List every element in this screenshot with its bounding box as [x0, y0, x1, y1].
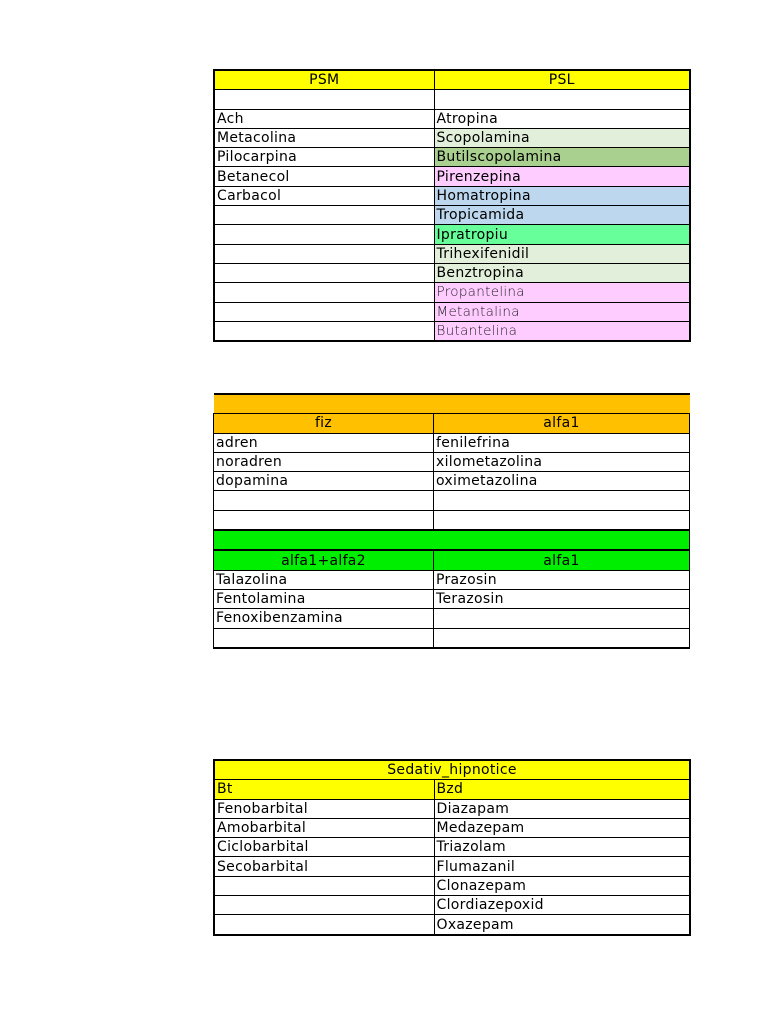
table-row [214, 628, 690, 648]
table-row [214, 244, 690, 263]
alfa-antagonists-title-cell[interactable] [214, 530, 690, 550]
cell-fiz[interactable]: dopamina [214, 472, 434, 491]
cell-psl[interactable] [434, 90, 690, 109]
psm-psl-table [213, 69, 691, 342]
header-alfa1[interactable]: alfa1 [434, 414, 690, 433]
cell-bzd[interactable]: Clordiazepoxid [434, 896, 690, 915]
cell-bzd[interactable]: Triazolam [434, 838, 690, 857]
table-row [214, 491, 690, 510]
cell-psl[interactable]: Propantelina [434, 283, 690, 302]
table-row [214, 128, 690, 147]
table-row [214, 109, 690, 128]
cell-psl[interactable]: Tropicamida [434, 206, 690, 225]
cell-psl[interactable]: Ipratropiu [434, 225, 690, 244]
table-row [214, 876, 690, 895]
cell-alfa1-alfa2[interactable]: Fentolamina [214, 589, 434, 608]
cell-alfa1[interactable] [434, 609, 690, 628]
sedativ-title-row [214, 760, 690, 780]
table-row [214, 472, 690, 491]
table-row [214, 321, 690, 341]
cell-alfa1-alfa2[interactable]: Fenoxibenzamina [214, 609, 434, 628]
alfa-antagonists-title-row [214, 530, 690, 550]
cell-bt[interactable]: Ciclobarbital [214, 838, 434, 857]
table-row [214, 510, 690, 530]
table-row [214, 433, 690, 452]
cell-psm[interactable]: Ach [214, 109, 434, 128]
cell-psl[interactable]: Atropina [434, 109, 690, 128]
table-row [214, 263, 690, 282]
cell-alfa1[interactable]: Prazosin [434, 570, 690, 589]
cell-bt[interactable]: Secobarbital [214, 857, 434, 876]
cell-bt[interactable] [214, 876, 434, 895]
header-bzd[interactable]: Bzd [434, 780, 690, 799]
cell-psl[interactable]: Homatropina [434, 186, 690, 205]
table-row [214, 570, 690, 589]
header-fiz[interactable]: fiz [214, 414, 434, 433]
cell-bt[interactable] [214, 896, 434, 915]
cell-psm[interactable] [214, 302, 434, 321]
alfa-agonists-title-cell[interactable] [214, 394, 690, 414]
table-row [214, 915, 690, 935]
sedativ-header-row [214, 780, 690, 799]
cell-fiz[interactable] [214, 510, 434, 530]
table-row [214, 225, 690, 244]
cell-bzd[interactable]: Clonazepam [434, 876, 690, 895]
cell-psm[interactable]: Betanecol [214, 167, 434, 186]
table-row [214, 206, 690, 225]
cell-bt[interactable] [214, 915, 434, 935]
cell-psm[interactable] [214, 263, 434, 282]
table-row [214, 857, 690, 876]
cell-psl[interactable]: Butilscopolamina [434, 148, 690, 167]
cell-bzd[interactable]: Oxazepam [434, 915, 690, 935]
cell-bzd[interactable]: Flumazanil [434, 857, 690, 876]
header-psl[interactable]: PSL [434, 70, 690, 90]
cell-alfa1[interactable] [434, 628, 690, 648]
sedativ-table [213, 759, 691, 936]
table-row [214, 452, 690, 471]
header-psm[interactable]: PSM [214, 70, 434, 90]
cell-alfa1[interactable]: oximetazolina [434, 472, 690, 491]
cell-psl[interactable]: Trihexifenidil [434, 244, 690, 263]
table-row [214, 283, 690, 302]
alfa-antagonists-header-row [214, 550, 690, 570]
cell-alfa1[interactable]: Terazosin [434, 589, 690, 608]
table-row [214, 148, 690, 167]
cell-alfa1[interactable] [434, 491, 690, 510]
cell-psl[interactable]: Butantelina [434, 321, 690, 341]
cell-psm[interactable] [214, 244, 434, 263]
cell-psm[interactable] [214, 225, 434, 244]
cell-bt[interactable]: Fenobarbital [214, 799, 434, 818]
cell-psl[interactable]: Pirenzepina [434, 167, 690, 186]
table-row [214, 589, 690, 608]
table-row [214, 186, 690, 205]
cell-alfa1[interactable]: fenilefrina [434, 433, 690, 452]
table-row [214, 90, 690, 109]
alfa-table [213, 393, 690, 649]
cell-psm[interactable]: Pilocarpina [214, 148, 434, 167]
cell-psm[interactable] [214, 206, 434, 225]
cell-fiz[interactable]: adren [214, 433, 434, 452]
table-row [214, 609, 690, 628]
table-row [214, 167, 690, 186]
header-alfa1-alfa2[interactable]: alfa1+alfa2 [214, 550, 434, 570]
table-row [214, 818, 690, 837]
cell-alfa1-alfa2[interactable] [214, 628, 434, 648]
cell-psl[interactable]: Benztropina [434, 263, 690, 282]
cell-psm[interactable] [214, 283, 434, 302]
psm-psl-header-row [214, 70, 690, 90]
cell-psm[interactable] [214, 321, 434, 341]
cell-psl[interactable]: Metantalina [434, 302, 690, 321]
cell-fiz[interactable]: noradren [214, 452, 434, 471]
cell-fiz[interactable] [214, 491, 434, 510]
cell-psm[interactable]: Carbacol [214, 186, 434, 205]
header-alfa1[interactable]: alfa1 [434, 550, 690, 570]
table-row [214, 799, 690, 818]
header-bt[interactable]: Bt [214, 780, 434, 799]
cell-psm[interactable]: Metacolina [214, 128, 434, 147]
sedativ-title[interactable]: Sedativ_hipnotice [214, 760, 690, 780]
cell-psl[interactable]: Scopolamina [434, 128, 690, 147]
table-row [214, 838, 690, 857]
cell-bt[interactable]: Amobarbital [214, 818, 434, 837]
cell-bzd[interactable]: Diazapam [434, 799, 690, 818]
cell-alfa1[interactable]: xilometazolina [434, 452, 690, 471]
cell-bzd[interactable]: Medazepam [434, 818, 690, 837]
table-row [214, 302, 690, 321]
cell-alfa1[interactable] [434, 510, 690, 530]
table-row [214, 896, 690, 915]
alfa-agonists-title-row [214, 394, 690, 414]
cell-alfa1-alfa2[interactable]: Talazolina [214, 570, 434, 589]
alfa-agonists-header-row [214, 414, 690, 433]
cell-psm[interactable] [214, 90, 434, 109]
